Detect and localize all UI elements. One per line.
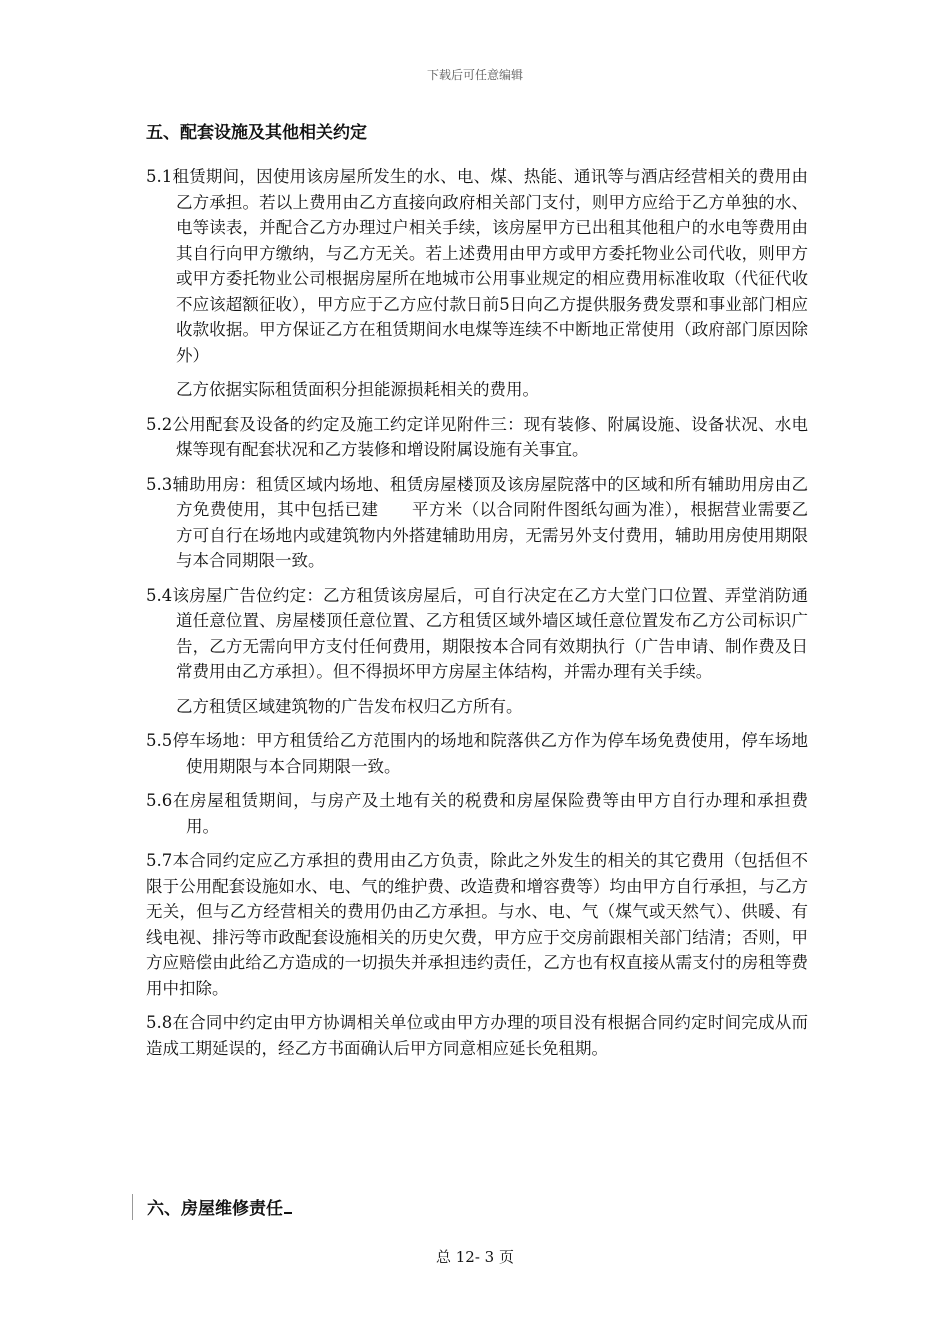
- document-body: [146, 120, 808, 1070]
- clause-5-5: 5.5停车场地：甲方租赁给乙方范围内的场地和院落供乙方作为停车场免费使用，停车场地使用期限与本合同期限一致。: [146, 731, 808, 776]
- clause-5-8: 5.8在合同中约定由甲方协调相关单位或由甲方办理的项目没有根据合同约定时间完成从而造成工期延误的，经乙方书面确认后甲方同意相应延长免租期。: [146, 1013, 808, 1058]
- section-heading-5: 五、配套设施及其他相关约定: [146, 123, 367, 143]
- page-footer: 总 12- 3 页: [435, 1248, 514, 1266]
- clause-5-3: 5.3辅助用房：租赁区域内场地、租赁房屋楼顶及该房屋院落中的区域和所有辅助用房由乙方免费使用，其中包括已建 平方米（以合同附件图纸勾画为准），根据营业需要乙方可自行在场地内或建筑物内外搭建辅助用房，无需另外支付费用，辅助用房使用期限与本合同期限一致。: [146, 474, 808, 570]
- clause-5-1: 5.1租赁期间，因使用该房屋所发生的水、电、煤、热能、通讯等与酒店经营相关的费用由乙方承担。若以上费用由乙方直接向政府相关部门支付，则甲方应给于乙方单独的水、电等读表，并配合乙方办理过户相关手续，该房屋甲方已出租其他租户的水电等费用由其自行向甲方缴纳，与乙方无关。若上述费用由甲方或甲方委托物业公司代收，则甲方或甲方委托物业公司根据房屋所在地城市公用事业规定的相应费用标准收取（代征代收不应该超额征收），甲方应于乙方应付款日前5日向乙方提供服务费发票和事业部门相应收款收据。甲方保证乙方在租赁期间水电煤等连续不中断地正常使用（政府部门原因除外）: [146, 167, 808, 365]
- clause-5-4-note: 乙方租赁区域建筑物的广告发布权归乙方所有。: [176, 696, 523, 716]
- clause-5-1-note: 乙方依据实际租赁面积分担能源损耗相关的费用。: [176, 380, 539, 399]
- clause-5-6: 5.6在房屋租赁期间，与房产及土地有关的税费和房屋保险费等由甲方自行办理和承担费用。: [146, 791, 808, 836]
- text-cursor-mark: [284, 1194, 292, 1214]
- clause-5-7: 5.7本合同约定应乙方承担的费用由乙方负责，除此之外发生的相关的其它费用（包括但不限于公用配套设施如水、电、气的维护费、改造费和增容费等）均由甲方自行承担，与乙方无关，但与乙方经营相关的费用仍由乙方承担。与水、电、气（煤气或天然气）、供暖、有线电视、排污等市政配套设施相关的历史欠费，甲方应于交房前跟相关部门结清；否则，甲方应赔偿由此给乙方造成的一切损失并承担违约责任，乙方也有权直接从需支付的房租等费用中扣除。: [146, 851, 808, 998]
- clause-5-2: 5.2公用配套及设备的约定及施工约定详见附件三：现有装修、附属设施、设备状况、水电煤等现有配套状况和乙方装修和增设附属设施有关事宜。: [146, 414, 808, 459]
- clause-5-4: 5.4该房屋广告位约定：乙方租赁该房屋后，可自行决定在乙方大堂门口位置、弄堂消防通道任意位置、房屋楼顶任意位置、乙方租赁区域外墙区域任意位置发布乙方公司标识广告，乙方无需向甲方支付任何费用，期限按本合同有效期执行（广告申请、制作费及日常费用由乙方承担）。但不得损坏甲方房屋主体结构，并需办理有关手续。: [146, 585, 808, 681]
- section-heading-6: 六、房屋维修责任: [147, 1199, 283, 1219]
- page-header: 下载后可任意编辑: [426, 68, 523, 82]
- section-heading-6-block: [132, 1194, 292, 1220]
